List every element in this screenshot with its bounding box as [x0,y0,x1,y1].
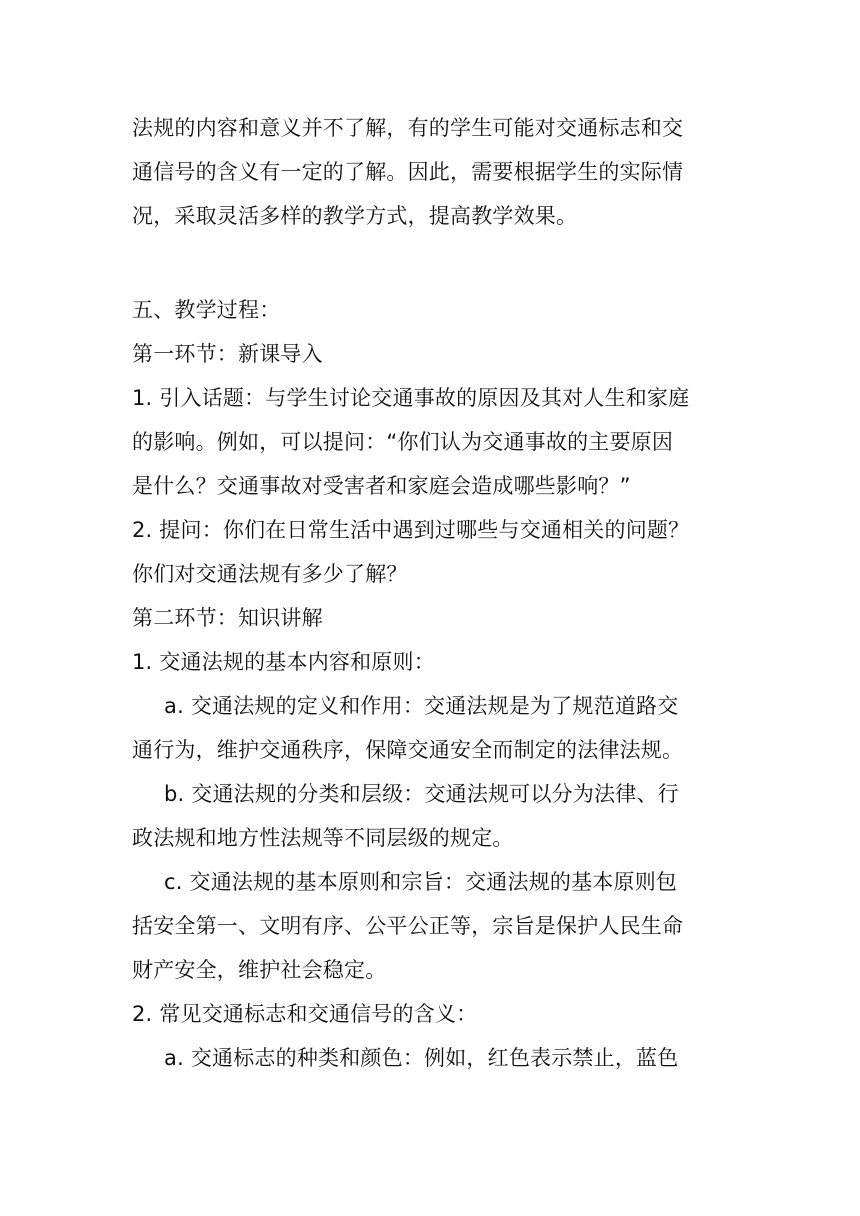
sub-item-line: a. 交通标志的种类和颜色：例如，红色表示禁止，蓝色 [164,1046,679,1070]
paragraph-line: 财产安全，维护社会稳定。 [132,958,387,982]
subsection-heading: 第一环节：新课导入 [132,342,323,366]
sub-item-line: b. 交通法规的分类和层级：交通法规可以分为法律、行 [164,782,679,806]
paragraph-line: 政法规和地方性法规等不同层级的规定。 [132,826,514,850]
sub-item-line: a. 交通法规的定义和作用：交通法规是为了规范道路交 [164,694,679,718]
subsection-heading: 第二环节：知识讲解 [132,606,323,630]
sub-item-line: c. 交通法规的基本原则和宗旨：交通法规的基本原则包 [164,870,678,894]
list-item-line: 2. 常见交通标志和交通信号的含义： [132,1002,478,1026]
list-item-line: 1. 交通法规的基本内容和原则： [132,650,435,674]
paragraph-line: 通信号的含义有一定的了解。因此，需要根据学生的实际情 [132,160,684,184]
paragraph-line: 是什么？交通事故对受害者和家庭会造成哪些影响？” [132,474,631,498]
paragraph-line: 你们对交通法规有多少了解？ [132,562,408,586]
section-heading: 五、教学过程： [132,298,281,322]
paragraph-line: 法规的内容和意义并不了解，有的学生可能对交通标志和交 [132,116,684,140]
paragraph-line: 括安全第一、文明有序、公平公正等，宗旨是保护人民生命 [132,914,684,938]
paragraph-line: 的影响。例如，可以提问：“你们认为交通事故的主要原因 [132,430,674,454]
paragraph-line: 况，采取灵活多样的教学方式，提高教学效果。 [132,204,578,228]
paragraph-line: 通行为，维护交通秩序，保障交通安全而制定的法律法规。 [132,738,684,762]
list-item-line: 1. 引入话题：与学生讨论交通事故的原因及其对人生和家庭 [132,386,690,410]
list-item-line: 2. 提问：你们在日常生活中遇到过哪些与交通相关的问题？ [132,518,690,542]
